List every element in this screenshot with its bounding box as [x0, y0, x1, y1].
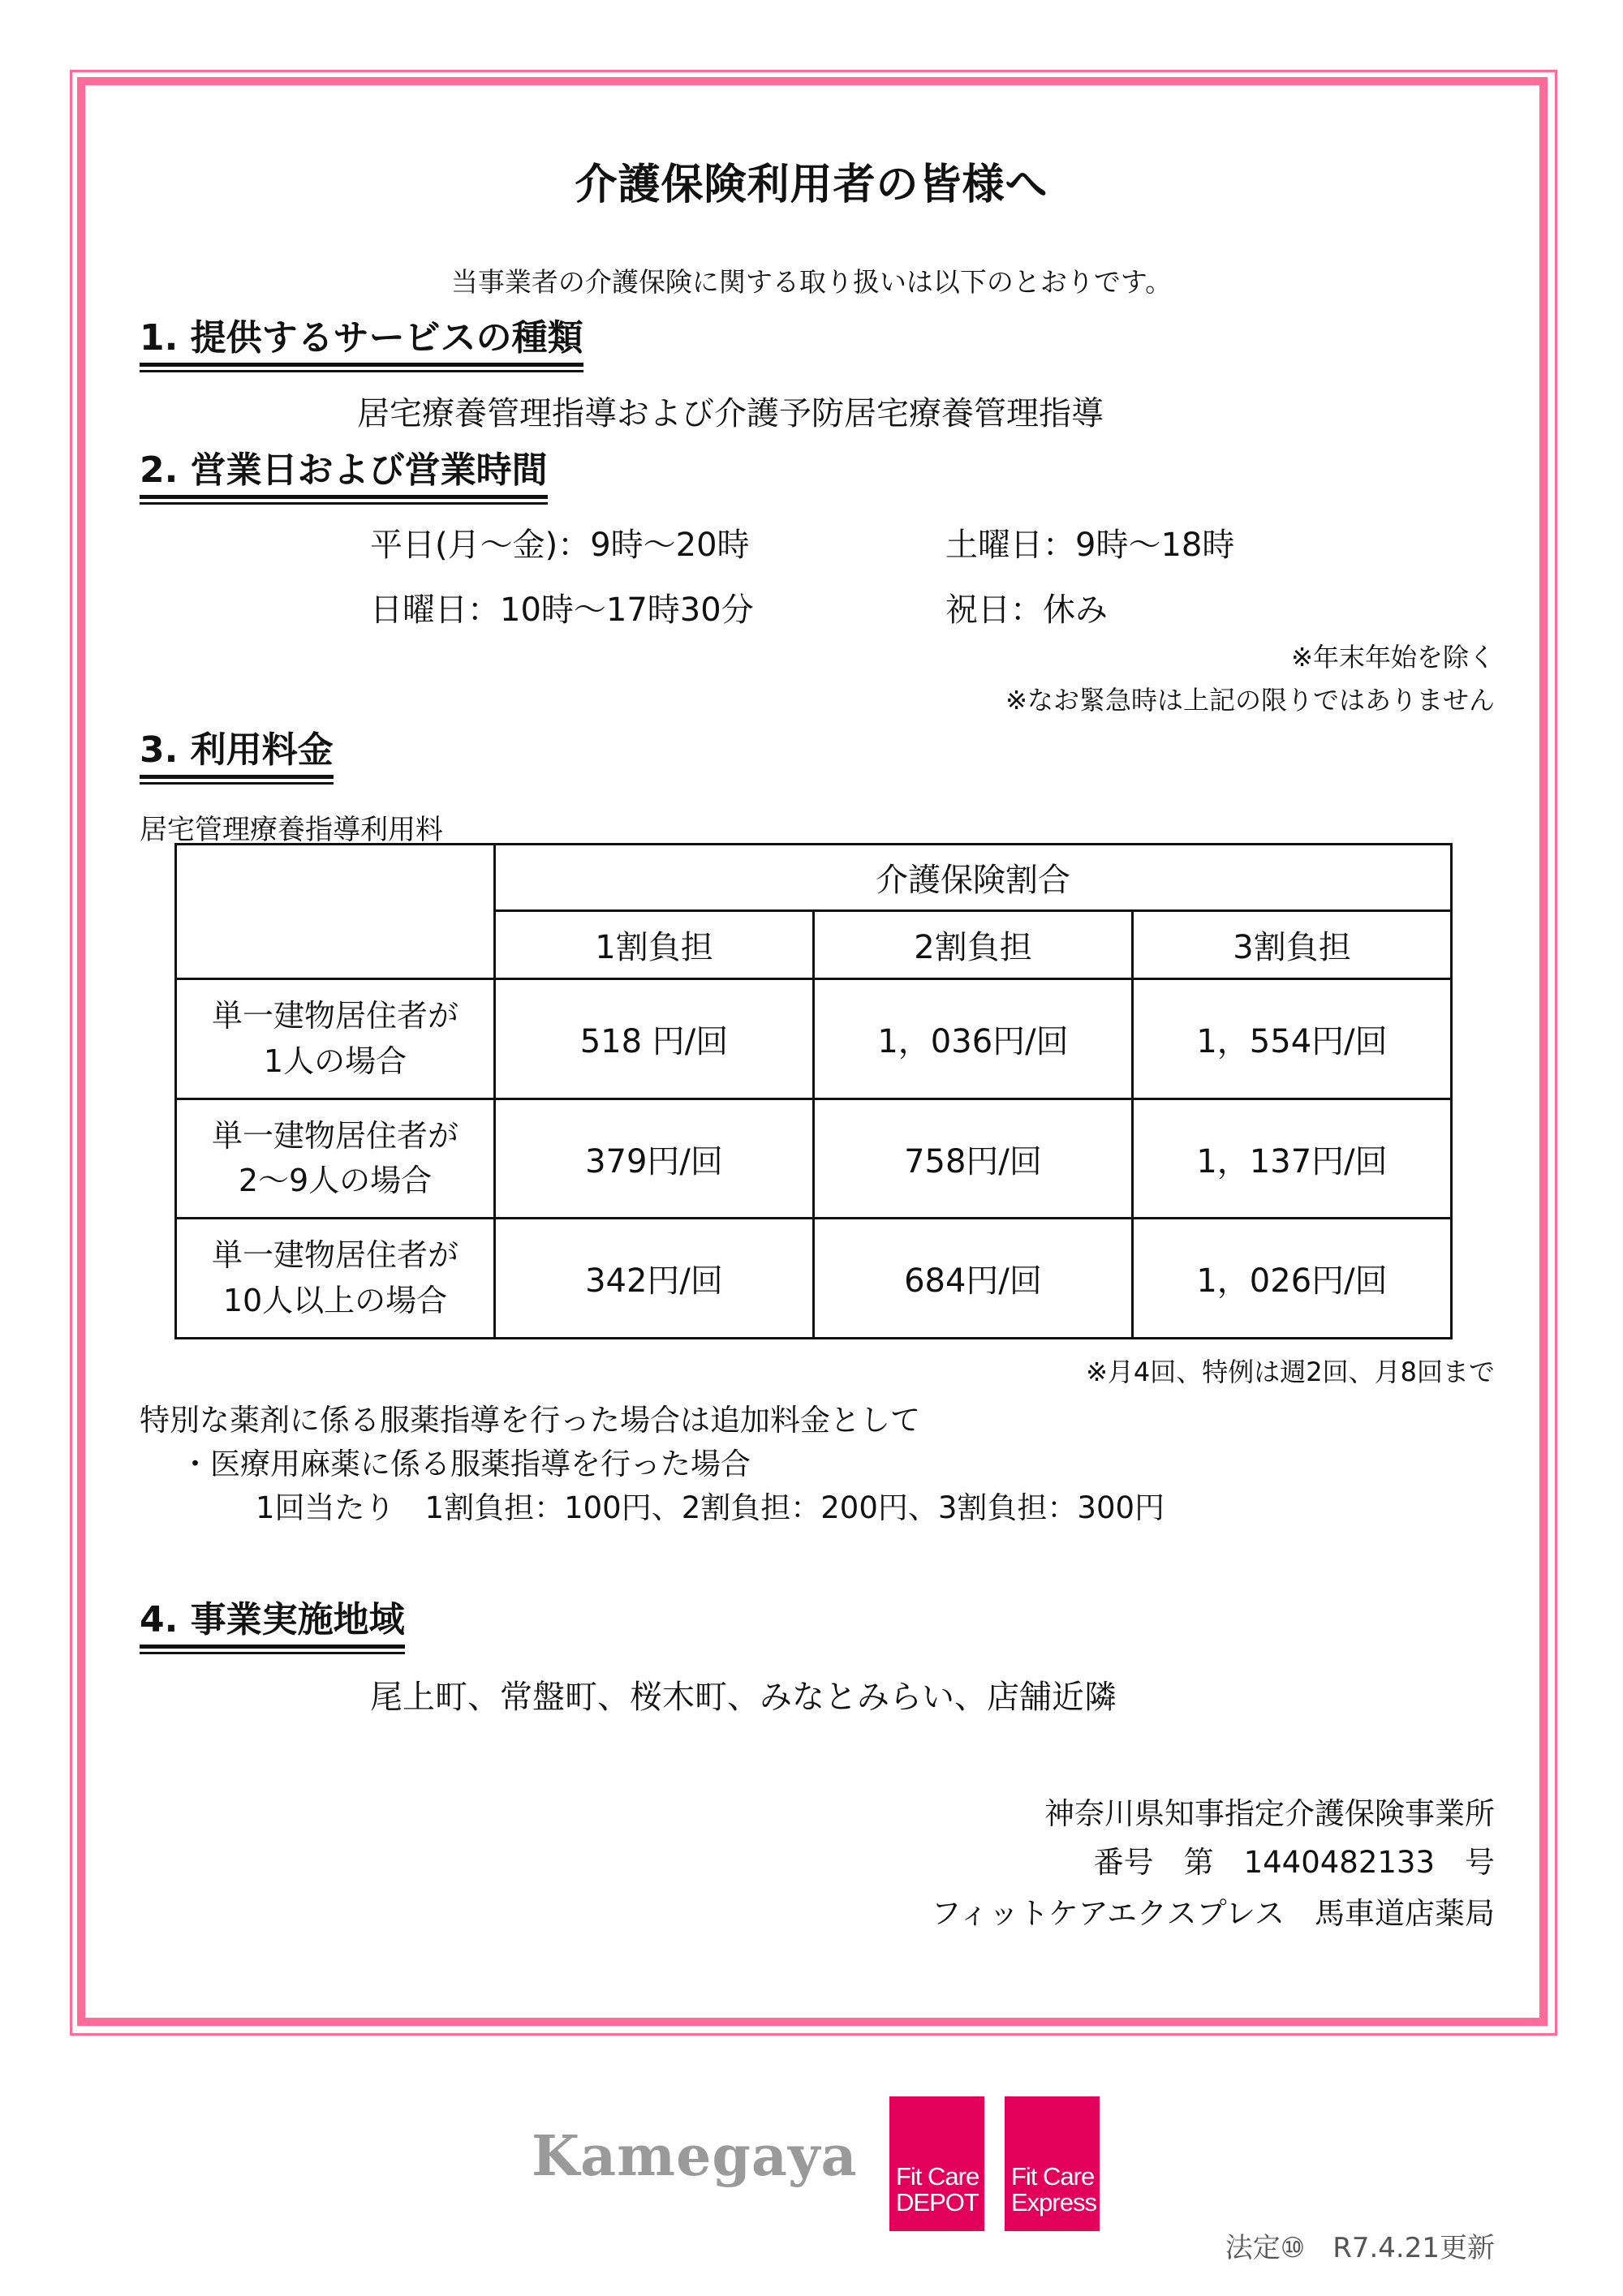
fee-table-col-header: 2割負担 — [814, 911, 1133, 979]
table-row — [176, 1219, 1452, 1339]
logo-text: DEPOT — [896, 2188, 979, 2217]
fee-table-corner — [176, 845, 495, 979]
section-heading-fees: 3. 利用料金 — [140, 730, 334, 779]
fee-table-note: ※月4回、特例は週2回、月8回まで — [1086, 1357, 1495, 1387]
row-label-line: 単一建物居住者が — [211, 998, 458, 1034]
row-label-line: 1人の場合 — [263, 1043, 407, 1079]
fee-cell: 684円/回 — [814, 1219, 1133, 1339]
row-label-line: 単一建物居住者が — [211, 1237, 458, 1274]
fee-table-caption: 居宅管理療養指導利用料 — [140, 814, 443, 846]
provider-designation: 神奈川県知事指定介護保険事業所 — [1044, 1796, 1495, 1831]
hours-note-newyear: ※年末年始を除く — [1291, 642, 1495, 673]
fit-care-express-logo — [1005, 2096, 1100, 2231]
logo-text: Fit Care — [896, 2161, 979, 2191]
table-row — [176, 979, 1452, 1099]
row-label-line: 単一建物居住者が — [211, 1117, 458, 1154]
fee-cell: 1，137円/回 — [1133, 1099, 1452, 1219]
kamegaya-logo: Kamegaya — [532, 2124, 858, 2189]
fee-table-group-header: 介護保険割合 — [495, 845, 1452, 911]
fee-table-col-header: 1割負担 — [495, 911, 814, 979]
logo-text: Fit Care — [1011, 2161, 1095, 2191]
hours-saturday: 土曜日：9時～18時 — [945, 527, 1235, 564]
fee-cell: 1，554円/回 — [1133, 979, 1452, 1099]
hours-weekday: 平日(月～金)：9時～20時 — [370, 527, 750, 564]
extra-fee-detail: 1回当たり 1割負担：100円、2割負担：200円、3割負担：300円 — [256, 1490, 1165, 1525]
fee-cell: 1，036円/回 — [814, 979, 1133, 1099]
fee-cell: 342円/回 — [495, 1219, 814, 1339]
row-label-line: 2～9人の場合 — [238, 1163, 433, 1198]
fee-cell: 758円/回 — [814, 1099, 1133, 1219]
fee-table-row-label — [176, 1099, 495, 1219]
intro-text: 当事業者の介護保険に関する取り扱いは以下のとおりです。 — [450, 266, 1173, 298]
section-heading-hours: 2. 営業日および営業時間 — [140, 450, 548, 499]
fee-cell: 1，026円/回 — [1133, 1219, 1452, 1339]
fee-table — [174, 843, 1453, 1339]
service-area-text: 尾上町、常盤町、桜木町、みなとみらい、店舗近隣 — [370, 1679, 1117, 1716]
section-heading-services: 1. 提供するサービスの種類 — [140, 318, 583, 367]
logo-text: Express — [1011, 2188, 1096, 2217]
revision-footer: 法定⑩ R7.4.21更新 — [1225, 2232, 1495, 2264]
hours-note-emergency: ※なお緊急時は上記の限りではありません — [1005, 685, 1495, 716]
fee-cell: 379円/回 — [495, 1099, 814, 1219]
section-heading-area: 4. 事業実施地域 — [140, 1600, 405, 1649]
provider-number: 番号 第 1440482133 号 — [1093, 1845, 1495, 1880]
provider-name: フィットケアエクスプレス 馬車道店薬局 — [931, 1896, 1495, 1931]
fee-cell: 518 円/回 — [495, 979, 814, 1099]
extra-fee-intro: 特別な薬剤に係る服薬指導を行った場合は追加料金として — [140, 1403, 920, 1438]
services-text: 居宅療養管理指導および介護予防居宅療養管理指導 — [357, 395, 1104, 432]
hours-sunday: 日曜日：10時～17時30分 — [370, 591, 754, 629]
extra-fee-item: ・医療用麻薬に係る服薬指導を行った場合 — [180, 1447, 751, 1481]
fit-care-depot-logo — [889, 2096, 984, 2231]
page-title: 介護保険利用者の皆様へ — [575, 161, 1048, 209]
fee-table-row-label — [176, 1219, 495, 1339]
table-row — [176, 1099, 1452, 1219]
fee-table-col-header: 3割負担 — [1133, 911, 1452, 979]
fee-table-row-label — [176, 979, 495, 1099]
hours-holiday: 祝日：休み — [945, 591, 1108, 629]
row-label-line: 10人以上の場合 — [222, 1282, 448, 1318]
